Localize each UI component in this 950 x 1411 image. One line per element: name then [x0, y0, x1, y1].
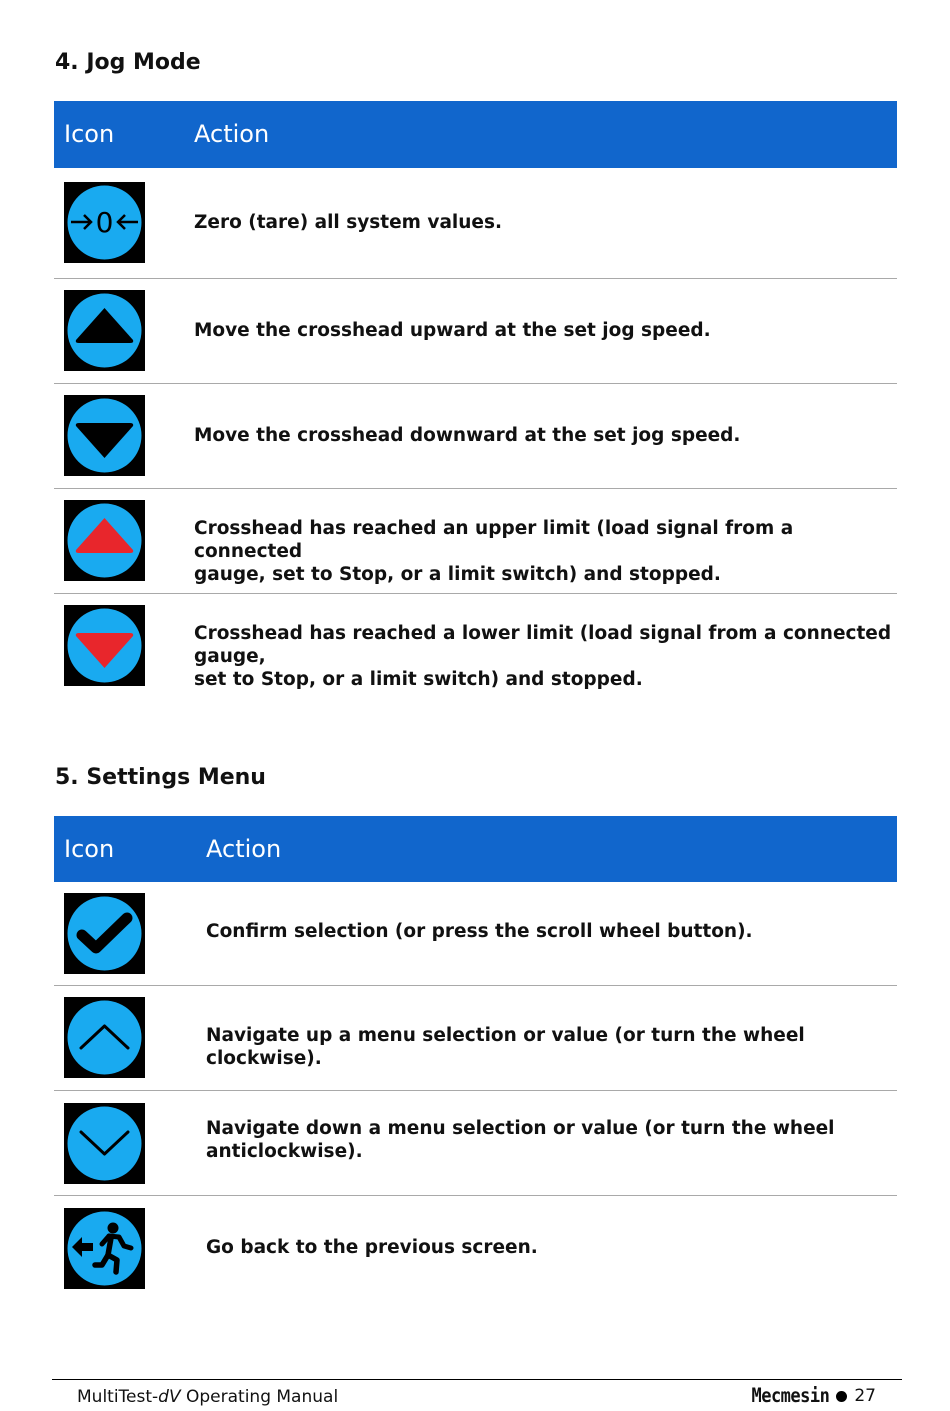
- jog-mode-table: [54, 101, 897, 699]
- row-action-line: Crosshead has reached a lower limit (load signal from a connected gauge,: [194, 623, 892, 667]
- row-action-line: anticlockwise).: [206, 1141, 363, 1162]
- chevron-down-icon: [64, 1103, 145, 1184]
- brand-logo: Mecmesin: [751, 1384, 830, 1408]
- zero-tare-icon: [64, 182, 145, 263]
- bullet-dot-icon: [836, 1391, 847, 1402]
- manual-suffix: Operating Manual: [180, 1387, 339, 1407]
- row-action-text: Go back to the previous screen.: [206, 1237, 538, 1258]
- row-action-line: set to Stop, or a limit switch) and stopped.: [194, 669, 643, 690]
- footer-manual-title: [77, 1387, 338, 1407]
- lower-limit-icon: [64, 605, 145, 686]
- footer-brand-page: [751, 1386, 876, 1406]
- svg-text:0: 0: [95, 206, 114, 239]
- settings-menu-table: [54, 816, 897, 1301]
- manual-prefix: MultiTest-: [77, 1387, 159, 1407]
- table-row: [54, 1091, 897, 1196]
- row-action-text: Move the crosshead downward at the set jog speed.: [194, 425, 741, 446]
- footer-divider: [52, 1379, 902, 1380]
- header-action-label: Action: [194, 120, 270, 148]
- section-title-jog-mode: 4. Jog Mode: [55, 50, 201, 75]
- table-row: [54, 1196, 897, 1301]
- triangle-up-icon: [64, 290, 145, 371]
- table-row: [54, 168, 897, 279]
- triangle-down-icon: [64, 395, 145, 476]
- manual-model: dV: [158, 1387, 181, 1407]
- row-action-text: Confirm selection (or press the scroll wheel button).: [206, 921, 753, 942]
- table-row: [54, 384, 897, 489]
- table-header: [54, 101, 897, 168]
- row-action-text: [194, 622, 897, 691]
- header-icon-label: Icon: [64, 120, 115, 148]
- row-action-text: [194, 517, 897, 586]
- table-header: [54, 816, 897, 882]
- header-icon-label: Icon: [64, 835, 115, 863]
- row-action-text: [206, 1117, 835, 1163]
- row-action-line: Navigate down a menu selection or value (or turn the wheel: [206, 1118, 835, 1139]
- upper-limit-icon: [64, 500, 145, 581]
- table-row: [54, 986, 897, 1091]
- row-action-line: Crosshead has reached an upper limit (load signal from a connected: [194, 518, 794, 562]
- chevron-up-icon: [64, 997, 145, 1078]
- row-action-text: Zero (tare) all system values.: [194, 212, 503, 233]
- row-action-text: Navigate up a menu selection or value (or turn the wheel clockwise).: [206, 1025, 805, 1069]
- table-row: [54, 882, 897, 986]
- row-action-text: Move the crosshead upward at the set jog speed.: [194, 320, 711, 341]
- header-action-label: Action: [206, 835, 282, 863]
- checkmark-icon: [64, 893, 145, 974]
- page-number: 27: [854, 1386, 876, 1406]
- table-row: [54, 279, 897, 384]
- row-action-line: gauge, set to Stop, or a limit switch) and stopped.: [194, 564, 721, 585]
- table-row: [54, 489, 897, 594]
- table-row: [54, 594, 897, 699]
- section-title-settings-menu: 5. Settings Menu: [55, 765, 266, 790]
- exit-back-icon: [64, 1208, 145, 1289]
